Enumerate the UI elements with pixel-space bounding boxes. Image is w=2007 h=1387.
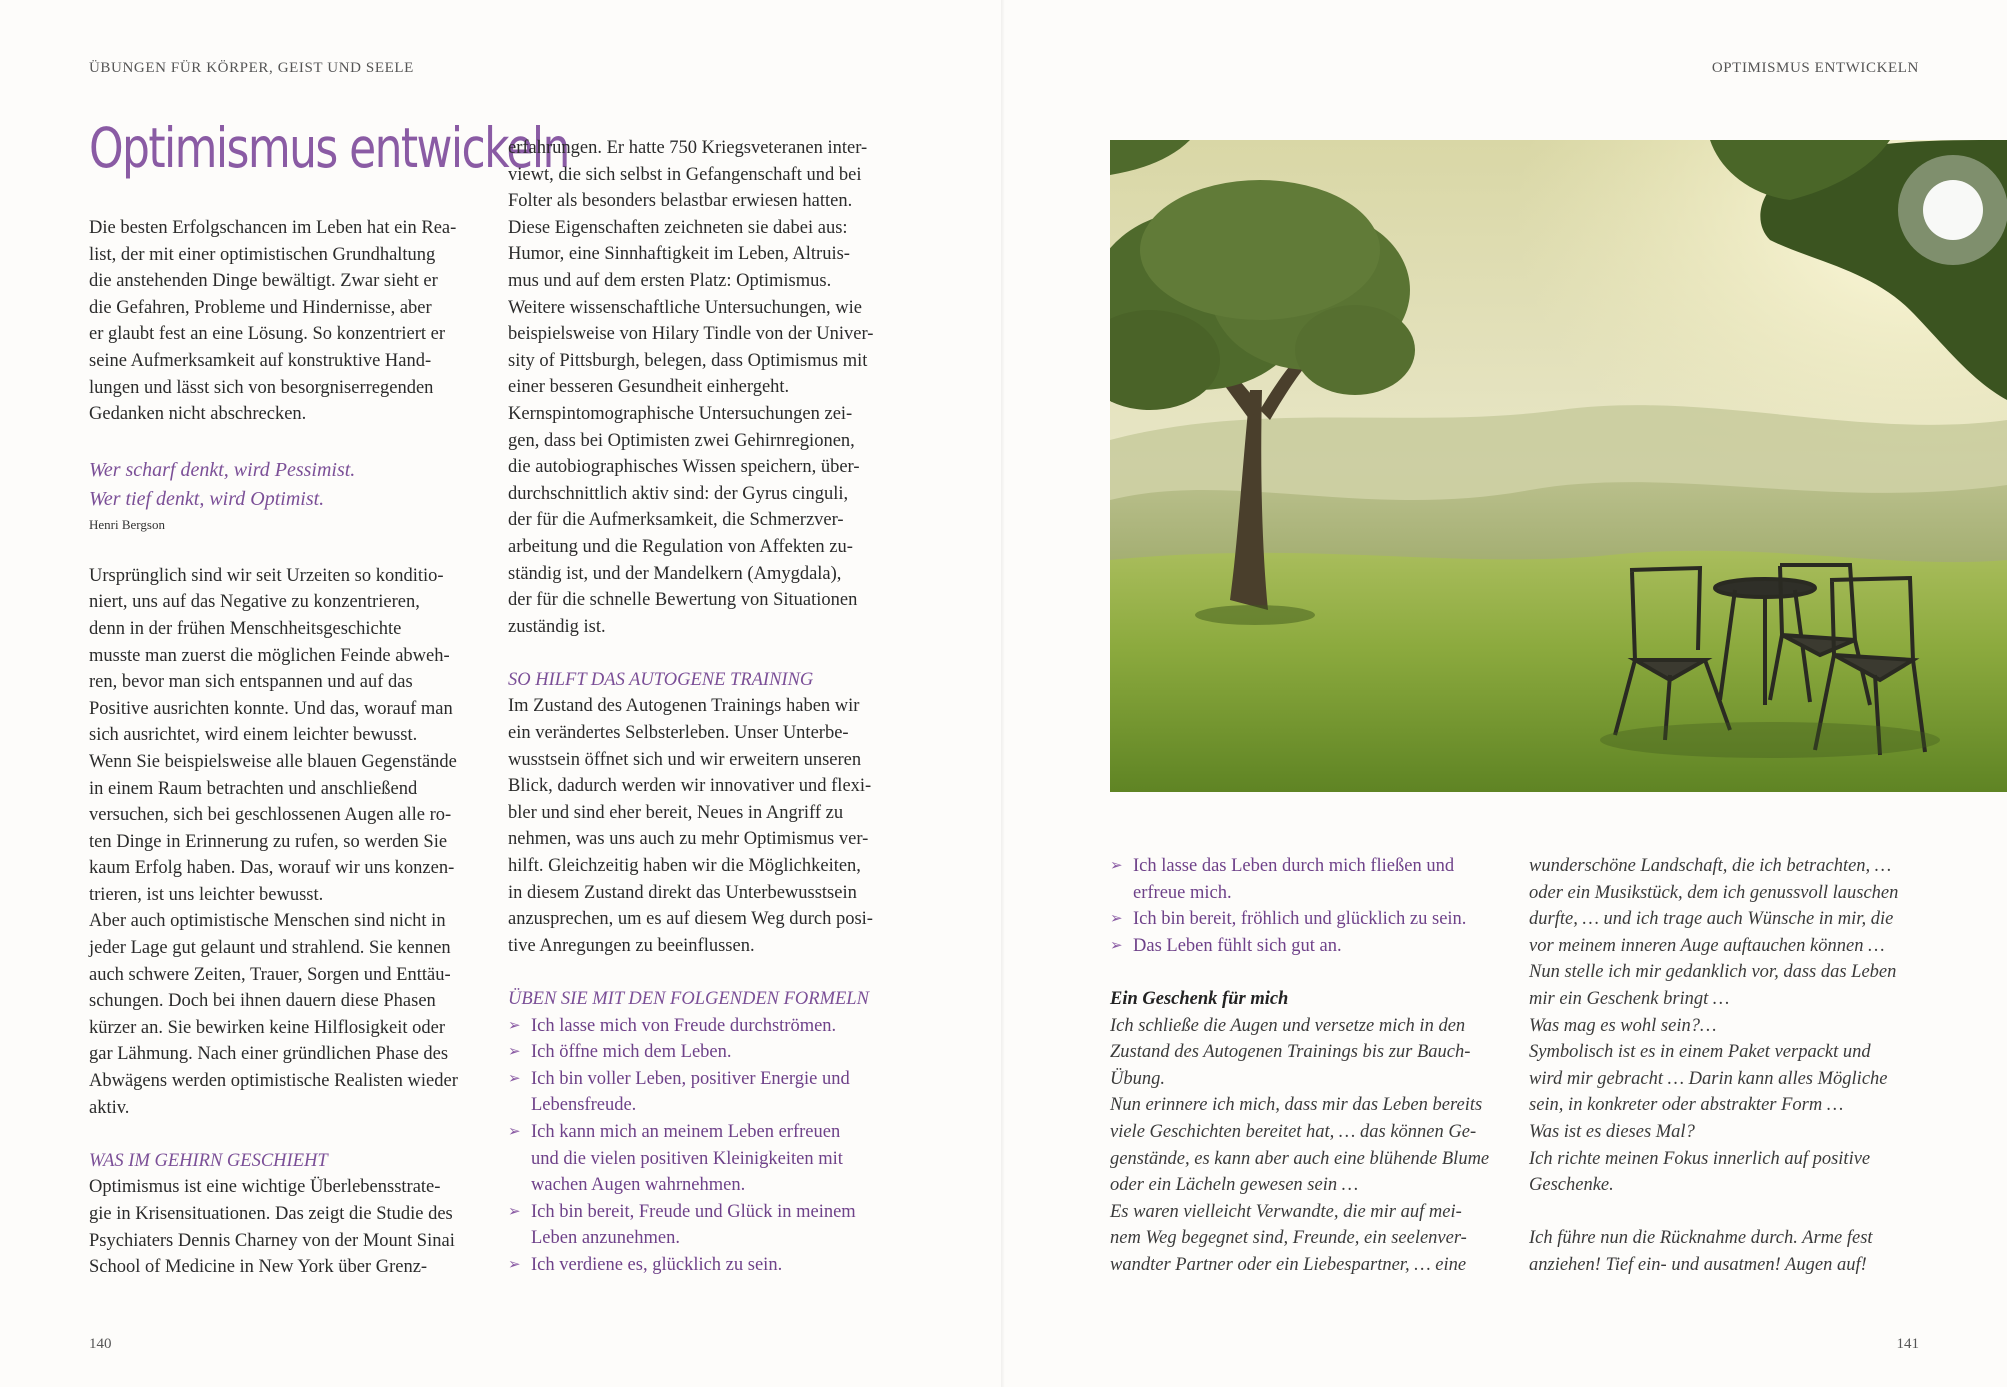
- text-line: ten Dinge in Erinnerung zu rufen, so werden Sie: [89, 831, 448, 852]
- text-line: Ursprünglich sind wir seit Urzeiten so konditio-: [89, 565, 444, 586]
- text-column-1: [89, 215, 474, 1281]
- arrow-bullet-icon: ➢: [1110, 911, 1123, 928]
- text-line: Psychiaters Dennis Charney von der Mount Sinai: [89, 1230, 455, 1251]
- text-line: wird mir gebracht … Darin kann alles Mögliche: [1529, 1068, 1888, 1089]
- text-line: Ich richte meinen Fokus innerlich auf positive: [1529, 1148, 1871, 1169]
- quote-author: Henri Bergson: [89, 516, 165, 532]
- running-head-right: OPTIMISMUS ENTWICKELN: [1711, 60, 1919, 76]
- text-line: Folter als besonders belastbar erwiesen hatten.: [508, 191, 853, 212]
- formula-line: erfreue mich.: [1133, 882, 1232, 903]
- gift-paragraph-continued: [1529, 853, 1929, 1199]
- page-title: Optimismus entwickeln: [89, 116, 569, 180]
- text-line: Im Zustand des Autogenen Trainings haben wir: [508, 696, 860, 717]
- text-line: sich ausrichtet, wird einem leichter bewusst.: [89, 725, 418, 746]
- text-line: arbeitung und die Regulation von Affekten zu-: [508, 536, 853, 557]
- text-line: wandter Partner oder ein Liebespartner, … eine: [1110, 1254, 1467, 1275]
- page-number-right: 141: [1896, 1336, 1919, 1352]
- arrow-bullet-icon: ➢: [1110, 858, 1123, 874]
- subhead-brain: WAS IM GEHIRN GESCHIEHT: [89, 1150, 328, 1171]
- text-line: mus und auf dem ersten Platz: Optimismus.: [508, 270, 832, 291]
- text-line: wusstsein öffnet sich und wir erweitern unseren: [508, 749, 862, 770]
- text-line: kaum Erfolg haben. Das, worauf wir uns konzen-: [89, 858, 455, 879]
- text-line: kürzer an. Sie bewirken keine Hilflosigkeit oder: [89, 1017, 446, 1038]
- formula-item: [508, 1252, 908, 1279]
- text-line: erfahrungen. Er hatte 750 Kriegsveteranen inter-: [508, 138, 868, 158]
- formula-item: [508, 1119, 908, 1199]
- text-line: Nun erinnere ich mich, dass mir das Leben bereits: [1110, 1095, 1483, 1116]
- formula-item: [1110, 906, 1510, 933]
- body-paragraph: [508, 135, 908, 640]
- text-line: genstände, es kann aber auch eine blühende Blume: [1110, 1148, 1490, 1169]
- body-paragraph: [89, 1174, 474, 1280]
- text-line: sein, in konkreter oder abstrakter Form …: [1529, 1095, 1844, 1116]
- arrow-bullet-icon: ➢: [508, 1070, 521, 1087]
- arrow-bullet-icon: ➢: [508, 1017, 521, 1034]
- text-line: School of Medicine in New York über Grenz-: [89, 1257, 428, 1278]
- arrow-bullet-icon: ➢: [508, 1256, 521, 1273]
- text-line: durchschnittlich aktiv sind: der Gyrus cinguli,: [508, 483, 849, 504]
- text-column-3: [1110, 853, 1510, 1279]
- formula-line: Ich lasse mich von Freude durchströmen.: [531, 1015, 837, 1036]
- text-line: Weitere wissenschaftliche Untersuchungen, wie: [508, 297, 862, 318]
- text-line: ren, bevor man sich entspannen und auf das: [89, 672, 413, 693]
- text-line: Gedanken nicht abschrecken.: [89, 404, 307, 425]
- text-line: beispielsweise von Hilary Tindle von der Univer-: [508, 324, 874, 345]
- text-line: Abwägens werden optimistische Realisten wieder: [89, 1071, 458, 1092]
- quote-line: Wer tief denkt, wird Optimist.: [89, 487, 325, 510]
- text-line: in diesem Zustand direkt das Unterbewusstsein: [508, 882, 857, 903]
- arrow-bullet-icon: ➢: [1110, 937, 1123, 954]
- quote-line: Wer scharf denkt, wird Pessimist.: [89, 458, 356, 481]
- text-line: viele Geschichten bereitet hat, … das können Ge-: [1110, 1121, 1477, 1142]
- intro-paragraph: [89, 215, 474, 428]
- subhead-training: SO HILFT DAS AUTOGENE TRAINING: [508, 669, 814, 690]
- text-line: seine Aufmerksamkeit auf konstruktive Hand-: [89, 350, 432, 371]
- formula-list: [508, 1013, 908, 1279]
- text-line: Symbolisch ist es in einem Paket verpackt und: [1529, 1042, 1871, 1063]
- text-line: Geschenke.: [1529, 1175, 1614, 1196]
- text-line: Wenn Sie beispielsweise alle blauen Gegenstände: [89, 751, 457, 772]
- text-line: Übung.: [1110, 1068, 1165, 1089]
- formula-line: Leben anzunehmen.: [531, 1228, 680, 1249]
- formula-list: [1110, 853, 1510, 959]
- formula-line: wachen Augen wahrnehmen.: [531, 1175, 746, 1196]
- gift-heading: Ein Geschenk für mich: [1110, 988, 1289, 1009]
- closing-paragraph: [1529, 1225, 1929, 1278]
- gift-paragraph: [1110, 1013, 1510, 1279]
- text-line: gie in Krisensituationen. Das zeigt die Studie des: [89, 1204, 453, 1224]
- formula-line: Ich kann mich an meinem Leben erfreuen: [531, 1121, 841, 1142]
- text-line: tive Anregungen zu beeinflussen.: [508, 935, 755, 956]
- formula-item: [508, 1013, 908, 1040]
- text-line: anzusprechen, um es auf diesem Weg durch posi-: [508, 909, 873, 930]
- formula-line: Ich bin bereit, fröhlich und glücklich zu sein.: [1133, 909, 1467, 930]
- text-line: list, der mit einer optimistischen Grundhaltung: [89, 244, 436, 265]
- arrow-bullet-icon: ➢: [508, 1123, 521, 1140]
- formula-item: [508, 1039, 908, 1066]
- arrow-bullet-icon: ➢: [508, 1044, 521, 1061]
- subhead-formulas: ÜBEN SIE MIT DEN FOLGENDEN FORMELN: [508, 989, 869, 1009]
- text-line: in einem Raum betrachten und anschließend: [89, 778, 418, 799]
- text-line: der für die Aufmerksamkeit, die Schmerzver-: [508, 510, 844, 531]
- text-line: Zustand des Autogenen Trainings bis zur Bauch-: [1110, 1042, 1471, 1063]
- text-line: einer besseren Gesundheit einhergeht.: [508, 377, 790, 398]
- formula-line: Ich verdiene es, glücklich zu sein.: [531, 1254, 783, 1275]
- text-line: Ich schließe die Augen und versetze mich in den: [1110, 1015, 1466, 1036]
- formula-line: Das Leben fühlt sich gut an.: [1133, 935, 1342, 956]
- text-line: oder ein Lächeln gewesen sein …: [1110, 1175, 1359, 1196]
- quote: [89, 456, 474, 514]
- text-line: die autobiographisches Wissen speichern, über-: [508, 457, 860, 478]
- text-line: die anstehenden Dinge bewältigt. Zwar sieht er: [89, 271, 438, 292]
- text-line: sity of Pittsburgh, belegen, dass Optimismus mit: [508, 350, 868, 371]
- text-line: jeder Lage gut gelaunt und strahlend. Sie kennen: [89, 938, 451, 959]
- text-line: trieren, ist uns leichter bewusst.: [89, 884, 324, 905]
- text-line: versuchen, sich bei geschlossenen Augen alle ro-: [89, 805, 452, 826]
- text-line: Was ist es dieses Mal?: [1529, 1121, 1695, 1142]
- formula-line: und die vielen positiven Kleinigkeiten mit: [531, 1148, 843, 1169]
- text-line: nem Weg begegnet sind, Freunde, ein seelenver-: [1110, 1228, 1467, 1249]
- text-line: Es waren vielleicht Verwandte, die mir auf mei-: [1110, 1201, 1462, 1222]
- text-line: nehmen, was uns auch zu mehr Optimismus ver-: [508, 829, 869, 850]
- landscape-illustration: [1110, 140, 2007, 792]
- text-line: viewt, die sich selbst in Gefangenschaft und bei: [508, 164, 862, 185]
- formula-line: Ich bin voller Leben, positiver Energie und: [531, 1068, 850, 1089]
- text-line: Diese Eigenschaften zeichneten sie dabei aus:: [508, 217, 848, 238]
- text-line: ständig ist, und der Mandelkern (Amygdala),: [508, 563, 842, 584]
- text-line: Positive ausrichten konnte. Und das, worauf man: [89, 698, 453, 719]
- body-paragraph: [89, 563, 474, 1121]
- formula-item: [1110, 933, 1510, 960]
- text-line: schungen. Doch bei ihnen dauern diese Phasen: [89, 991, 436, 1012]
- text-line: ein verändertes Selbsterleben. Unser Unterbe-: [508, 723, 849, 744]
- garden-landscape-photo: [1110, 140, 2007, 792]
- page-number-left: 140: [89, 1336, 112, 1352]
- formula-line: Ich lasse das Leben durch mich fließen und: [1133, 856, 1455, 876]
- formula-item: [508, 1066, 908, 1119]
- arrow-bullet-icon: ➢: [508, 1203, 521, 1220]
- formula-line: Lebensfreude.: [531, 1095, 637, 1116]
- text-line: oder ein Musikstück, dem ich genussvoll lauschen: [1529, 882, 1899, 903]
- text-column-4: [1529, 853, 1929, 1279]
- text-line: aktiv.: [89, 1097, 130, 1118]
- text-line: Aber auch optimistische Menschen sind nicht in: [89, 911, 446, 932]
- text-line: hilft. Gleichzeitig haben wir die Möglichkeiten,: [508, 856, 861, 877]
- left-page: [0, 0, 1003, 1387]
- text-line: lungen und lässt sich von besorgniserregenden: [89, 377, 434, 398]
- body-paragraph: [508, 693, 908, 959]
- running-head-left: ÜBUNGEN FÜR KÖRPER, GEIST UND SEELE: [89, 60, 414, 76]
- formula-line: Ich öffne mich dem Leben.: [531, 1042, 732, 1063]
- formula-item: [1110, 853, 1510, 906]
- text-line: Was mag es wohl sein?…: [1529, 1015, 1717, 1036]
- text-line: niert, uns auf das Negative zu konzentrieren,: [89, 592, 420, 613]
- text-column-2: [508, 135, 908, 1279]
- text-line: Blick, dadurch werden wir innovativer und flexi-: [508, 776, 872, 797]
- text-line: der für die schnelle Bewertung von Situationen: [508, 590, 858, 611]
- text-line: mir ein Geschenk bringt …: [1529, 988, 1730, 1009]
- text-line: gar Lähmung. Nach einer gründlichen Phase des: [89, 1044, 449, 1065]
- text-line: Optimismus ist eine wichtige Überlebensstrate-: [89, 1177, 441, 1198]
- text-line: die Gefahren, Probleme und Hindernisse, aber: [89, 297, 432, 318]
- text-line: musste man zuerst die möglichen Feinde abweh-: [89, 645, 450, 666]
- text-line: Ich führe nun die Rücknahme durch. Arme fest: [1529, 1228, 1873, 1249]
- text-line: anziehen! Tief ein- und ausatmen! Augen auf!: [1529, 1254, 1867, 1275]
- text-line: denn in der frühen Menschheitsgeschichte: [89, 618, 402, 639]
- text-line: Kernspintomographische Untersuchungen zei-: [508, 403, 853, 424]
- text-line: bler und sind eher bereit, Neues in Angriff zu: [508, 802, 844, 823]
- text-line: Die besten Erfolgschancen im Leben hat ein Rea-: [89, 218, 457, 238]
- formula-item: [508, 1199, 908, 1252]
- text-line: Nun stelle ich mir gedanklich vor, dass das Leben: [1529, 962, 1897, 983]
- text-line: zuständig ist.: [508, 616, 606, 637]
- text-line: vor meinem inneren Auge auftauchen können …: [1529, 935, 1885, 956]
- formula-line: Ich bin bereit, Freude und Glück in meinem: [531, 1201, 856, 1222]
- text-line: auch schwere Zeiten, Trauer, Sorgen und Enttäu-: [89, 964, 451, 985]
- text-line: gen, dass bei Optimisten zwei Gehirnregionen,: [508, 430, 855, 451]
- text-line: wunderschöne Landschaft, die ich betrachten, …: [1529, 856, 1892, 876]
- text-line: er glaubt fest an eine Lösung. So konzentriert er: [89, 324, 446, 345]
- text-line: durfte, … und ich trage auch Wünsche in mir, die: [1529, 909, 1894, 930]
- text-line: Humor, eine Sinnhaftigkeit im Leben, Altruis-: [508, 244, 850, 265]
